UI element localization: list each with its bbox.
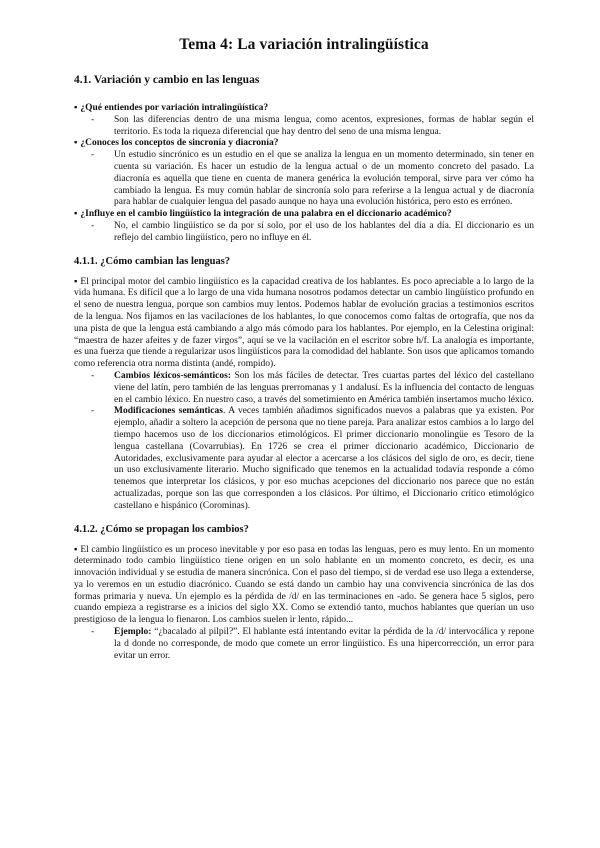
section-heading-4-1-2: 4.1.2. ¿Cómo se propagan los cambios? [74, 523, 249, 535]
bullet-marker: ▪ [74, 544, 78, 555]
bullet-marker: ▪ [74, 138, 78, 149]
list-item-lexical-changes [74, 371, 534, 406]
paragraph-change-motor-text: El principal motor del cambio lingüístico es la capacidad creativa de los hablantes. Es poco apreciable a lo largo de la vida humana. Es difícil que a lo largo de una vida humana nosotros podamos detectar un cambio lingüístico profundo en el seno de nuestra lengua, porque son cambios muy lentos. Podemos hablar de evolución gracias a testimonios escritos de la lengua. Nos fijamos en las vacilaciones de los hablantes, lo que conocemos como faltas de ortografía, que nos da una pista de que la lengua está cambiando a algo más cómodo para los hablantes. Por ejemplo, en la Celestina original: “maestra de hazer afeites y de fazer virgos”, aquí se ve la vacilación en el escritor sobre h/f. La analogía es importante, es una fuerza que tiende a regularizar usos lingüísticos para la comodidad del hablante. Son usos que aplicamos tomando como referencia otra norma distinta (andé, rompido). [74, 276, 535, 370]
dash-marker: - [91, 406, 95, 417]
paragraph-change-propagation [74, 545, 534, 628]
page-title: Tema 4: La variación intralingüística [179, 36, 429, 53]
answer-1 [74, 115, 534, 139]
question-3 [74, 209, 534, 221]
list-item-example [74, 627, 534, 662]
dash-marker: - [91, 150, 95, 161]
paragraph-change-propagation-text: El cambio lingüístico es un proceso inevitable y por eso pasa en todas las lenguas, pero es muy lento. En un momento determinado todo cambio lingüístico tiene origen en un solo hablante en un momento concreto, es decir, es una innovación individual y se estudia de manera sincrónica. Con el paso del tiempo, si de verdad ese uso llega a extenderse, ya lo veremos en un estudio diacrónico. Cuando se está dando un cambio hay una convivencia sincrónica de las dos formas primaria y nueva. Un ejemplo es la pérdida de /d/ en las terminaciones en -ado. Se genera hace 5 siglos, pero cuando empieza a registrarse es a inicios del siglo XX. Como se extendió tanto, muchos hablantes que querían un uso prestigioso de la lengua lo fienaron. Los cambios suelen ir lento, rápido... [74, 544, 534, 626]
question-1-text: ¿Qué entiendes por variación intralingüística? [80, 103, 269, 113]
dash-marker: - [91, 370, 95, 381]
bullet-marker: ▪ [74, 276, 78, 287]
lexical-changes-text: Son los más fáciles de detectar. Tres cuartas partes del léxico del castellano viene del latín, pero también de las lenguas prerromanas y 1 andalusí. Es la influencia del contacto de lenguas en el cambio léxico. En nuestro caso, a través del sometimiento en América también insertamos mucho léxico. [114, 370, 534, 405]
dash-marker: - [91, 220, 95, 231]
answer-3 [74, 221, 534, 245]
question-1 [74, 103, 534, 115]
semantic-changes-lead: Modificaciones semánticas [114, 406, 223, 417]
semantic-changes-text: . A veces también añadimos significados nuevos a palabras que ya existen. Por ejemplo, añadir a soltero la acepción de persona que no tiene pareja. Para analizar estos cambios a lo largo del tiempo hacemos uso de los diccionarios etimológicos. El primer diccionario monolingüe es Tesoro de la lengua castellana (Covarrubias). En 1726 se crea el primer diccionario académico, Diccionario de Autoridades, exclusivamente para ayudar al elector a acercarse a los clásicos del siglo de oro, es decir, tiene un uso exclusivamente literario. Mucho significado que tenemos en la actualidad todavía responde a cómo tenemos que interpretar los clásicos, y por eso muchas acepciones del diccionario nos parece que no están actualizadas, porque son las que corresponden a los clásicos. Por último, el Diccionario crítico etimológico castellano e hispánico (Corominas). [114, 406, 534, 511]
example-lead: Ejemplo: [114, 627, 152, 638]
example-text: “¿bacalado al pilpil?”. El hablante está intentando evitar la pérdida de la /d/ intervocálica y repone la d donde no corresponde, de modo que comete un error lingüístico. Es una hipercorrección, un error para evitar un error. [114, 627, 534, 661]
paragraph-change-motor [74, 277, 534, 371]
list-item-semantic-changes [74, 406, 534, 512]
answer-2 [74, 150, 534, 209]
section-heading-4-1-1: 4.1.1. ¿Cómo cambian las lenguas? [74, 255, 231, 267]
question-3-text: ¿Influye en el cambio lingüístico la integración de una palabra en el diccionario académico? [80, 209, 452, 220]
lexical-changes-lead: Cambios léxicos-semánticos: [114, 370, 231, 381]
dash-marker: - [91, 627, 95, 638]
answer-3-text: No, el cambio lingüístico se da por sí solo, por el uso de los hablantes del día a día. El diccionario es un reflejo del cambio lingüístico, pero no influye en él. [114, 220, 534, 243]
dash-marker: - [91, 114, 95, 125]
answer-2-text: Un estudio sincrónico es un estudio en el que se analiza la lengua en un momento determinado, sin tener en cuenta su variación. Es hacer un estudio de la lengua actual o de un momento concreto del pasado. La diacronía es aquella que tiene en cuenta de manera genérica la evolución temporal, sirve para ver cómo ha cambiado la lengua. Es muy común hablar de sincronía solo para referirse a la lengua actual y de diacronía para hablar de cualquier lengua del pasado aunque no haya una evolución histórica, pero esto es erróneo. [114, 150, 534, 208]
question-2-text: ¿Conoces los conceptos de sincronía y diacronía? [80, 138, 279, 149]
answer-1-text: Son las diferencias dentro de una misma lengua, como acentos, expresiones, formas de hablar según el territorio. Es toda la riqueza diferencial que hay dentro del seno de una misma lengua. [114, 114, 534, 137]
bullet-marker: ▪ [74, 209, 78, 220]
section-heading-4-1: 4.1. Variación y cambio en las lenguas [74, 74, 260, 86]
question-2 [74, 138, 534, 150]
bullet-marker: ▪ [74, 103, 78, 113]
